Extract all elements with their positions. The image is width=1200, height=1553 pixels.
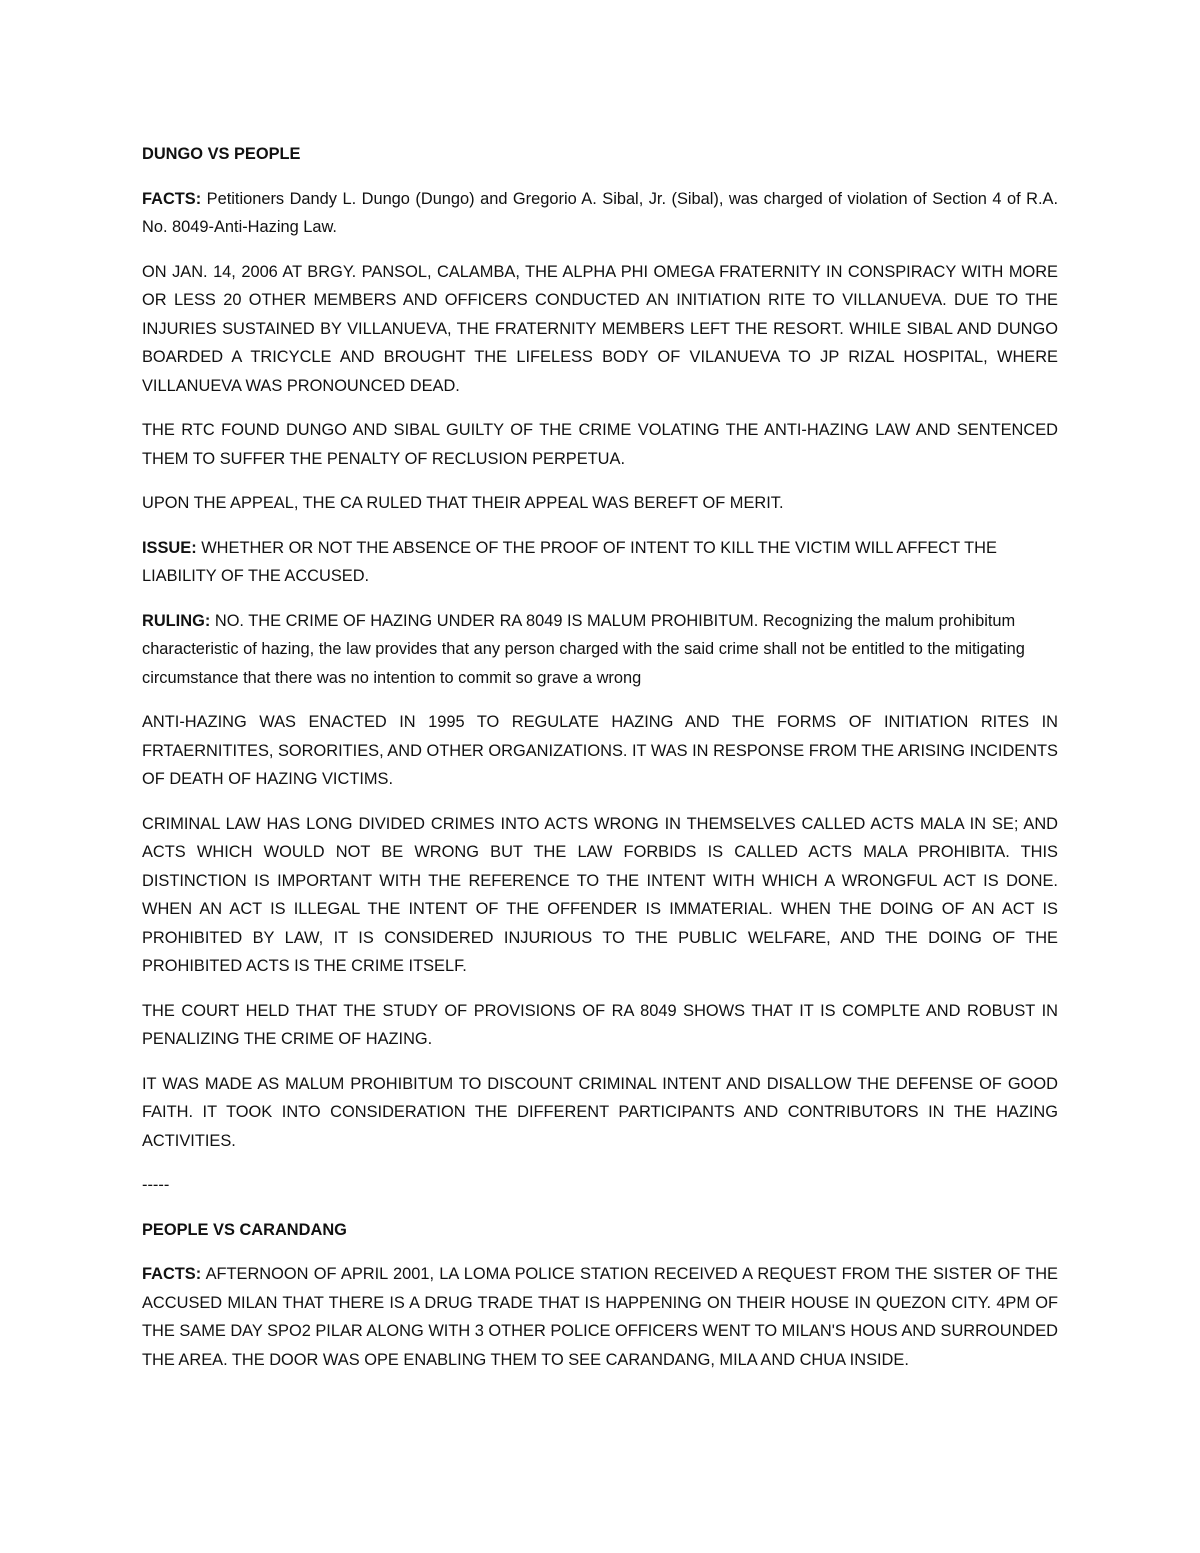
case-title-carandang: PEOPLE VS CARANDANG (142, 1220, 347, 1239)
body-paragraph: CRIMINAL LAW HAS LONG DIVIDED CRIMES INTO ACTS WRONG IN THEMSELVES CALLED ACTS MALA IN SE; AND ACTS WHICH WOULD NOT BE WRONG BUT THE LAW FORBIDS IS CALLED ACTS MALA PROHIBITA. THIS DISTINCTION IS IMPORTANT WITH THE REFERENCE TO THE INTENT WITH WHICH A WRONGFUL ACT IS DONE. WHEN AN ACT IS ILLEGAL THE INTENT OF THE OFFENDER IS IMMATERIAL. WHEN THE DOING OF AN ACT IS PROHIBITED BY LAW, IT IS CONSIDERED INJURIOUS TO THE PUBLIC WELFARE, AND THE DOING OF THE PROHIBITED ACTS IS THE CRIME ITSELF. (142, 814, 1058, 975)
document-body (142, 140, 1058, 1390)
issue-text: WHETHER OR NOT THE ABSENCE OF THE PROOF OF INTENT TO KILL THE VICTIM WILL AFFECT THE LIABILITY OF THE ACCUSED. (142, 538, 997, 585)
body-paragraph: ANTI-HAZING WAS ENACTED IN 1995 TO REGULATE HAZING AND THE FORMS OF INITIATION RITES IN FRTAERNITITES, SORORITIES, AND OTHER ORGANIZATIONS. IT WAS IN RESPONSE FROM THE ARISING INCIDENTS OF DEATH OF HAZING VICTIMS. (142, 713, 1058, 788)
body-paragraph: IT WAS MADE AS MALUM PROHIBITUM TO DISCOUNT CRIMINAL INTENT AND DISALLOW THE DEFENSE OF GOOD FAITH. IT TOOK INTO CONSIDERATION THE DIFFERENT PARTICIPANTS AND CONTRIBUTORS IN THE HAZING ACTIVITIES. (142, 1074, 1058, 1150)
issue-paragraph (142, 534, 1058, 591)
body-paragraph: ON JAN. 14, 2006 AT BRGY. PANSOL, CALAMBA, THE ALPHA PHI OMEGA FRATERNITY IN CONSPIRACY WITH MORE OR LESS 20 OTHER MEMBERS AND OFFICERS CONDUCTED AN INITIATION RITE TO VILLANUEVA. DUE TO THE INJURIES SUSTAINED BY VILLANUEVA, THE FRATERNITY MEMBERS LEFT THE RESORT. WHILE SIBAL AND DUNGO BOARDED A TRICYCLE AND BROUGHT THE LIFELESS BODY OF VILANUEVA TO JP RIZAL HOSPITAL, WHERE VILLANUEVA WAS PRONOUNCED DEAD. (142, 262, 1058, 395)
body-paragraph: UPON THE APPEAL, THE CA RULED THAT THEIR APPEAL WAS BEREFT OF MERIT. (142, 494, 784, 512)
ruling-paragraph (142, 607, 1058, 693)
body-paragraph: THE RTC FOUND DUNGO AND SIBAL GUILTY OF THE CRIME VOLATING THE ANTI-HAZING LAW AND SENTENCED THEM TO SUFFER THE PENALTY OF RECLUSION PERPETUA. (142, 421, 1058, 468)
facts-text: Petitioners Dandy L. Dungo (Dungo) and Gregorio A. Sibal, Jr. (Sibal), was charged of violation of Section 4 of R.A. No. 8049-Anti-Hazing Law. (142, 189, 1058, 236)
ruling-label: RULING: (142, 611, 211, 630)
case-title-dungo: DUNGO VS PEOPLE (142, 145, 301, 163)
section-separator: ----- (142, 1176, 170, 1194)
ruling-text: NO. THE CRIME OF HAZING UNDER RA 8049 IS MALUM PROHIBITUM. Recognizing the malum prohibitum characteristic of hazing, the law provides that any person charged with the said crime shall not be entitled to the mitigating circumstance that there was no intention to commit so grave a wrong (142, 611, 1025, 687)
facts-paragraph (142, 185, 1058, 242)
facts-text: AFTERNOON OF APRIL 2001, LA LOMA POLICE STATION RECEIVED A REQUEST FROM THE SISTER OF THE ACCUSED MILAN THAT THERE IS A DRUG TRADE THAT IS HAPPENING ON THEIR HOUSE IN QUEZON CITY. 4PM OF THE SAME DAY SPO2 PILAR ALONG WITH 3 OTHER POLICE OFFICERS WENT TO MILAN'S HOUS AND SURROUNDED THE AREA. THE DOOR WAS OPE ENABLING THEM TO SEE CARANDANG, MILA AND CHUA INSIDE. (142, 1265, 1059, 1369)
facts-label: FACTS: (142, 189, 202, 208)
issue-label: ISSUE: (142, 538, 197, 557)
facts-label: FACTS: (142, 1265, 202, 1283)
body-paragraph: THE COURT HELD THAT THE STUDY OF PROVISIONS OF RA 8049 SHOWS THAT IT IS COMPLTE AND ROBUST IN PENALIZING THE CRIME OF HAZING. (142, 1001, 1058, 1048)
facts-paragraph (142, 1260, 1058, 1374)
